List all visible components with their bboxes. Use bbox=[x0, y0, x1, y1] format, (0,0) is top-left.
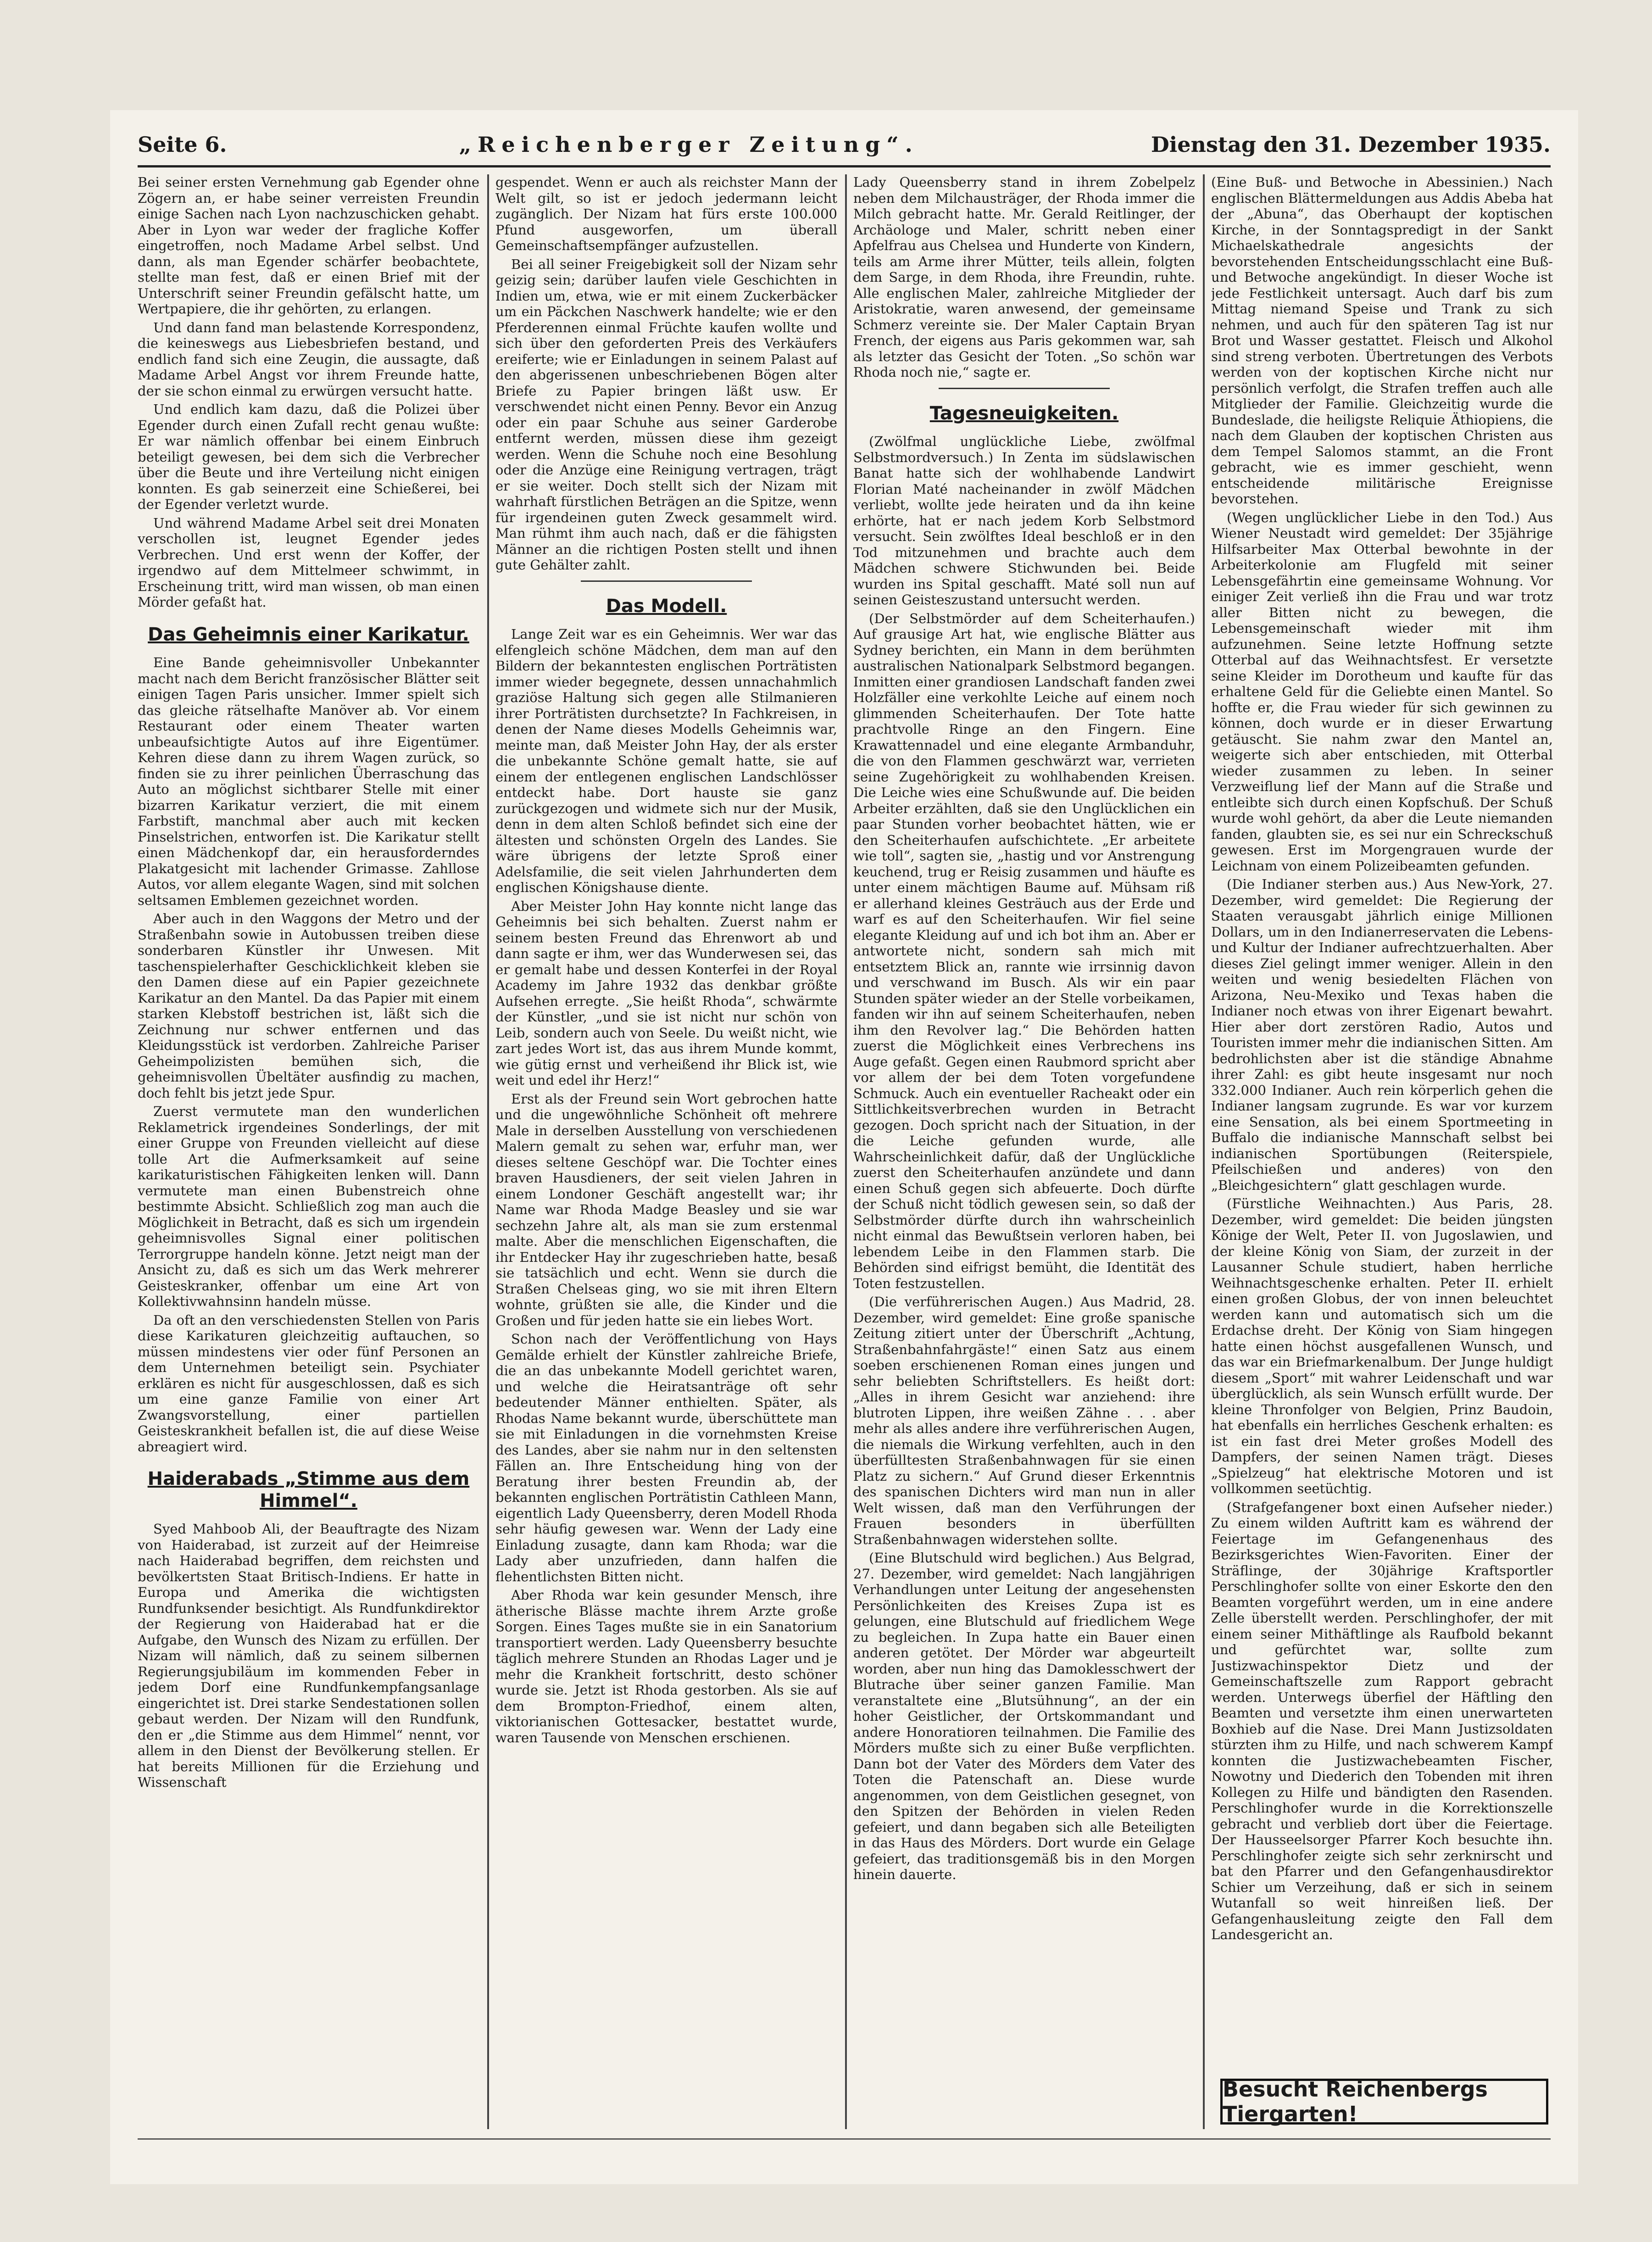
article-paragraph: Bei seiner ersten Vernehmung gab Egender ohne Zögern an, er habe seiner verreisten Freundin einige Sachen nach Lyon nachzuschicken gehabt. Aber in Lyon war weder der fragliche Koffer eingetroffen, noch Madame Arbel selbst. Und dann, als man Egender schärfer beobachtete, stellte man fest, daß er einen Brief mit der Unterschrift seiner Freundin gefälscht hatte, um Wertpapiere, die ihr gehörten, zu erlangen. bbox=[138, 174, 479, 317]
news-item: (Eine Buß- und Betwoche in Abessinien.) Nach englischen Blättermeldungen aus Addis Abeba hat der „Abuna“, das Oberhaupt der koptischen Kirche, in der Sonntagspredigt in der Sankt Michaelskathedrale angesichts der bevorstehenden Entscheidungsschlacht eine Buß- und Betwoche angekündigt. In dieser Woche ist jede Festlichkeit untersagt. Auch darf bis zum Mittag niemand Speise und Trank zu sich nehmen, und auch für den späteren Tag ist nur Brot und Wasser gestattet. Fleisch und Alkohol sind streng verboten. Übertretungen des Verbots werden von der koptischen Kirche nicht nur persönlich verfolgt, die Strafen treffen auch alle Mitglieder der Familie. Gleichzeitig wurde die Bundeslade, die heiligste Reliquie Äthiopiens, die nach dem Glauben der koptischen Christen aus dem Tempel Salomos stammt, an die Front gebracht, wie es immer geschieht, wenn entscheidende militärische Ereignisse bevorstehen. bbox=[1211, 174, 1553, 507]
news-item: (Zwölfmal unglückliche Liebe, zwölfmal Selbstmordversuch.) In Zenta im südslawischen Banat hatte sich der wohlhabende Landwirt Florian Maté nacheinander in zwölf Mädchen verliebt, wollte jede heiraten und da ihn keine erhörte, hat er nach jedem Korb Selbstmord versucht. Sein zwölftes Ideal beschloß er in den Tod mitzunehmen und brachte auch dem Mädchen schwere Stichwunden bei. Beide wurden ins Spital geschafft. Maté soll nun auf seinen Geisteszustand untersucht werden. bbox=[853, 434, 1195, 608]
article-paragraph: gespendet. Wenn er auch als reichster Mann der Welt gilt, so ist er jedoch jedermann leicht zugänglich. Der Nizam hat fürs erste 100.000 Pfund ausgeworfen, um überall Gemeinschaftsempfänger aufzustellen. bbox=[495, 174, 837, 253]
newspaper-page bbox=[110, 110, 1578, 2184]
page-number: Seite 6. bbox=[138, 132, 227, 157]
article-paragraph: Bei all seiner Freigebigkeit soll der Nizam sehr geizig sein; darüber laufen viele Geschichten in Indien um, etwa, wie er mit einem Zuckerbäcker um ein Päckchen Naschwerk handelte; wie er den Pferderennen einmal Früchte kaufen wollte und sich über den geforderten Preis des Verkäufers ereiferte; wie er Einladungen in seinem Palast auf den abgerissenen unbeschriebenen Bögen alter Briefe zu Papier bringen läßt usw. Er verschwendet nicht einen Penny. Bevor ein Anzug oder ein paar Schuhe aus seiner Garderobe entfernt werden, müssen diese ihm gezeigt werden. Wenn die Schuhe noch eine Besohlung oder die Anzüge eine Reinigung vertragen, trägt er sie weiter. Doch stellt sich der Nizam mit wahrhaft fürstlichen Beträgen an die Spitze, wenn für irgendeinen guten Zweck gesammelt wird. Man rühmt ihm auch nach, daß er die fähigsten Männer an die richtigen Posten stellt und ihnen gute Gehälter zahlt. bbox=[495, 256, 837, 573]
column-divider bbox=[487, 174, 489, 2129]
page-header bbox=[138, 124, 1551, 167]
news-item: (Der Selbstmörder auf dem Scheiterhaufen.) Auf grausige Art hat, wie englische Blätter aus Sydney berichten, ein Mann in dem berühmten australischen Nationalpark Selbstmord begangen. Inmitten einer grandiosen Landschaft fanden zwei Holzfäller eine verkohlte Leiche auf einem noch glimmenden Scheiterhaufen. Der Tote hatte prachtvolle Ringe an den Fingern. Eine Krawattennadel und eine elegante Armbanduhr, die von den Flammen geschwärzt war, verrieten seine Zugehörigkeit zu wohlhabenden Kreisen. Die Leiche wies eine Schußwunde auf. Die beiden Arbeiter erzählten, daß sie den Unglücklichen ein paar Stunden vorher beobachtet hätten, wie er den Scheiterhaufen aufschichtete. „Er arbeitete wie toll“, sagten sie, „hastig und vor Anstrengung keuchend, trug er Reisig zusammen und häufte es unter einem mächtigen Baume auf. Mühsam riß er allerhand kleines Gesträuch aus der Erde und warf es auf den Scheiterhaufen. Wir fiel seine elegante Kleidung auf und ich bot ihm an. Aber er antwortete nicht, sondern sah mich mit entsetztem Blick an, rannte wie irrsinnig davon und verschwand im Busch. Als wir ein paar Stunden später wieder an der Stelle vorbeikamen, fanden wir ihn auf seinem Scheiterhaufen, neben ihm den Revolver lag.“ Die Behörden hatten zuerst die Möglichkeit eines Verbrechens ins Auge gefaßt. Gegen einen Raubmord spricht aber vor allem der bei dem Toten vorgefundene Schmuck. Auch ein eventueller Racheakt oder ein Sittlichkeitsverbrechen wurden in Betracht gezogen. Doch spricht nach der Situation, in der die Leiche gefunden wurde, alle Wahrscheinlichkeit dafür, daß der Unglückliche zuerst den Scheiterhaufen anzündete und dann einen Schuß gegen sich abfeuerte. Doch dürfte der Schuß nicht tödlich gewesen sein, so daß der Selbstmörder dürfte durch ihn wahrscheinlich nicht einmal das Bewußtsein verloren haben, bei lebendem Leibe in den Flammen starb. Die Behörden sind eifrigst bemüht, die Identität des Toten festzustellen. bbox=[853, 610, 1195, 1291]
news-item: (Eine Blutschuld wird beglichen.) Aus Belgrad, 27. Dezember, wird gemeldet: Nach langjährigen Verhandlungen unter Leitung der angesehensten Persönlichkeiten des Kreises Zupa ist es gelungen, eine Blutschuld auf friedlichem Wege zu begleichen. In Zupa hatte ein Bauer einen anderen getötet. Der Mörder war abgeurteilt worden, aber nun hing das Damoklesschwert der Blutrache über seiner ganzen Familie. Man veranstaltete eine „Blutsühnung“, an der ein hoher Geistlicher, der Ortskommandant und andere Honoratioren teilnahmen. Die Familie des Mörders mußte sich zu einer Buße verpflichten. Dann bot der Vater des Mörders dem Vater des Toten die Patenschaft an. Diese wurde angenommen, von dem Geistlichen gesegnet, von den Spitzen der Behörden in vielen Reden gefeiert, und dann begaben sich alle Beteiligten in das Haus des Mörders. Dort wurde ein Gelage gefeiert, das traditionsgemäß bis in den Morgen hinein dauerte. bbox=[853, 1550, 1195, 1883]
article-paragraph: Und während Madame Arbel seit drei Monaten verschollen ist, leugnet Egender jedes Verbrechen. Und erst wenn der Koffer, der irgendwo auf dem Mittelmeer schwimmt, in Erscheinung tritt, wird man wissen, ob man einen Mörder gefaßt hat. bbox=[138, 515, 479, 610]
news-item: (Wegen unglücklicher Liebe in den Tod.) Aus Wiener Neustadt wird gemeldet: Der 35jährige Hilfsarbeiter Max Otterbal bewohnte in der Arbeiterkolonie am Flugfeld mit seiner Lebensgefährtin eine gemeinsame Wohnung. Vor einiger Zeit verließ ihn die Frau und war trotz aller Bitten nicht zu bewegen, die Lebensgemeinschaft wieder mit ihm aufzunehmen. Seine letzte Hoffnung setzte Otterbal auf das Weihnachtsfest. Er versetzte seine Kleider im Dorotheum und kaufte für das erhaltene Geld für die Geliebte einen Mantel. So hoffte er, die Frau wieder für sich gewinnen zu können, doch wurde er in dieser Erwartung getäuscht. Sie nahm zwar den Mantel an, weigerte sich aber entschieden, mit Otterbal wieder zusammen zu leben. In seiner Verzweiflung lief der Mann auf die Straße und entleibte sich durch einen Kopfschuß. Der Schuß wurde wohl gehört, da aber die Leute niemanden fanden, glaubten sie, es sei nur ein Schreckschuß gewesen. Erst im Morgengrauen wurde der Leichnam von einem Polizeibeamten gefunden. bbox=[1211, 509, 1553, 874]
article-headline: Das Geheimnis einer Karikatur. bbox=[148, 624, 469, 645]
article-headline: Das Modell. bbox=[606, 595, 727, 617]
article-paragraph: Da oft an den verschiedensten Stellen von Paris diese Karikaturen gleichzeitig auftauchen, so müssen mindestens vier oder fünf Personen an dem Unternehmen beteiligt sein. Psychiater erklären es nicht für ausgeschlossen, daß es sich um eine ganze Familie von einer Art Zwangsvorstellung, einer partiellen Geisteskrankheit befallen ist, die auf diese Weise abreagiert wird. bbox=[138, 1312, 479, 1455]
article-headline: Haiderabads „Stimme aus dem Himmel“. bbox=[147, 1468, 470, 1511]
article-paragraph: Syed Mahboob Ali, der Beauftragte des Nizam von Haiderabad, ist zurzeit auf der Heimreise nach Haiderabad begriffen, dem reichsten und bevölkertsten Staat Britisch-Indiens. Er hatte in Europa und Amerika die wichtigsten Rundfunksender besichtigt. Als Rundfunkdirektor der Regierung von Haiderabad hat er die Aufgabe, den Wunsch des Nizam zu erfüllen. Der Nizam will nämlich, daß zu seinem silbernen Regierungsjubiläum im kommenden Feber in jedem Dorf eine Rundfunkempfangsanlage eingerichtet ist. Drei starke Sendestationen sollen gebaut werden. Der Nizam will den Rundfunk, den er „die Stimme aus dem Himmel“ nennt, vor allem in den Dienst der Bevölkerung stellen. Er hat bereits Millionen für die Erziehung und Wissenschaft bbox=[138, 1521, 479, 1790]
news-item: (Die Indianer sterben aus.) Aus New-York, 27. Dezember, wird gemeldet: Die Regierung der Staaten verausgabt jährlich einige Millionen Dollars, um in den Indianerreservaten die Lebens- und Kultur der Indianer aufrechtzuerhalten. Aber dieses Ziel gelingt immer weniger. Allein in den weiten und wenig besiedelten Flächen von Arizona, Neu-Mexiko und Texas haben die Indianer noch etwas von ihrer Eigenart bewahrt. Hier aber dort zerstören Radio, Autos und Touristen immer mehr die indianischen Sitten. Am bedrohlichsten aber ist die ständige Abnahme ihrer Zahl: es gibt heute insgesamt nur noch 332.000 Indianer. Auch rein körperlich gehen die Indianer langsam zugrunde. Es war vor kurzem eine Sensation, als bei einem Sportmeeting in Buffalo die indianische Mannschaft selbst bei indianischen Sportübungen (Reiterspiele, Pfeilschießen und anderes) von den „Bleichgesichtern“ glatt geschlagen wurde. bbox=[1211, 876, 1553, 1193]
column-2 bbox=[495, 174, 837, 2129]
footer-rule bbox=[138, 2138, 1551, 2140]
article-paragraph: Lange Zeit war es ein Geheimnis. Wer war das elfengleich schöne Mädchen, dem man auf den Bildern der bekanntesten englischen Porträtisten immer wieder begegnete, dessen unnachahmlich graziöse Haltung sich gegen alle Stilmanieren ihrer Porträtisten durchsetzte? In Fachkreisen, in denen der Name dieses Modells Geheimnis war, meinte man, daß Meister John Hay, der als erster die unbekannte Schöne gemalt hatte, sie auf einem der entlegenen englischen Landschlösser entdeckt habe. Dort hauste sie ganz zurückgezogen und widmete sich nur der Musik, denn in dem alten Schloß befindet sich eine der ältesten und schönsten Orgeln des Landes. Sie wäre übrigens der letzte Sproß einer Adelsfamilie, die seit vielen Jahrhunderten dem englischen Königshause diente. bbox=[495, 626, 837, 896]
column-divider bbox=[1203, 174, 1205, 2129]
news-item: (Strafgefangener boxt einen Aufseher nieder.) Zu einem wilden Auftritt kam es während der Feiertage im Gefangenenhaus des Bezirksgerichtes Wien-Favoriten. Einer der Sträflinge, der 30jährige Kraftsportler Perschlinghofer sollte von einer Eskorte den den Beamten vorgeführt werden, um in eine andere Zelle überstellt werden. Perschlinghofer, der mit einem seiner Mithäftlinge als Raufbold bekannt und gefürchtet war, sollte zum Justizwachinspektor Dietz und der Gemeinschaftszelle zum Rapport gebracht werden. Unterwegs überfiel der Häftling den Beamten und versetzte ihm einen unerwarteten Boxhieb auf die Nase. Drei Mann Justizsoldaten stürzten ihm zu Hilfe, und nach schwerem Kampf konnten die Justizwachebeamten Fischer, Nowotny und Diederich den Tobenden mit ihren Kollegen zu Hilfe und bändigten den Rasenden. Perschlinghofer wurde in die Korrektionszelle gebracht und verblieb dort über die Feiertage. Der Hausseelsorger Pfarrer Koch besuchte ihn. Perschlinghofer zeigte sich sehr zerknirscht und bat den Pfarrer und den Gefangenhausdirektor Schier um Verzeihung, daß er sich in seinem Wutanfall so weit hinreißen ließ. Der Gefangenhausleitung zeigte den Fall dem Landesgericht an. bbox=[1211, 1499, 1553, 1942]
news-item: (Die verführerischen Augen.) Aus Madrid, 28. Dezember, wird gemeldet: Eine große spanische Zeitung zitiert unter der Überschrift „Achtung, Straßenbahnfahrgäste!“ einen Satz aus einem soeben erschienenen Roman eines jungen und sehr beliebten Schriftstellers. Es heißt dort: „Alles in ihrem Gesicht war anziehend: ihre blutroten Lippen, ihre weißen Zähne . . . aber mehr als alles andere ihre verführerischen Augen, die niemals die Wirkung verfehlten, auch in den überfülltesten Straßenbahnwagen für sie einen Platz zu sichern.“ Auf Grund dieser Erkenntnis des spanischen Dichters wird man nun in aller Welt wissen, daß man den Verführungen der Frauen besonders in überfüllten Straßenbahnwagen widerstehen sollte. bbox=[853, 1294, 1195, 1547]
article-paragraph: Eine Bande geheimnisvoller Unbekannter macht nach dem Bericht französischer Blätter seit einigen Tagen Paris unsicher. Immer spielt sich das gleiche rätselhafte Manöver ab. Vor einem Restaurant oder einem Theater warten unbeaufsichtigte Autos auf ihre Eigentümer. Kehren diese dann zu ihrem Wagen zurück, so finden sie zu ihrer peinlichen Überraschung das Auto an möglichst sichtbarer Stelle mit einer bizarren Karikatur verziert, die mit einem Farbstift, manchmal aber auch mit kecken Pinselstrichen, entworfen ist. Die Karikatur stellt einen Mädchenkopf dar, ein herausforderndes Plakatgesicht mit lachender Grimasse. Zahllose Autos, vor allem elegante Wagen, sind mit solchen seltsamen Emblemen gezeichnet worden. bbox=[138, 655, 479, 908]
advertisement-box: Besucht Reichenbergs Tiergarten! bbox=[1220, 2079, 1548, 2125]
section-separator bbox=[581, 580, 752, 582]
section-separator bbox=[939, 388, 1110, 389]
news-item: (Fürstliche Weihnachten.) Aus Paris, 28. Dezember, wird gemeldet: Die beiden jüngsten Könige der Welt, Peter II. von Jugoslawien, und der kleine König von Siam, der zurzeit in der Lausanner Schule studiert, haben herrliche Weihnachtsgeschenke erhalten. Peter II. erhielt einen großen Globus, der von innen beleuchtet werden kann und automatisch sich um die Erdachse dreht. Der König von Siam hingegen hatte einen höchst ausgefallenen Wunsch, und das war ein Briefmarkenalbum. Der Junge huldigt diesem „Sport“ mit wahrer Leidenschaft und war überglücklich, als sein Wunsch erfüllt wurde. Der kleine Thronfolger von Belgien, Prinz Baudoin, hat ebenfalls ein herrliches Geschenk erhalten: es ist ein fast drei Meter großes Modell des Dampfers, der seinen Namen trägt. Dieses „Spielzeug“ hat elektrische Motoren und ist vollkommen seetüchtig. bbox=[1211, 1196, 1553, 1496]
column-1 bbox=[138, 174, 479, 2129]
column-3 bbox=[853, 174, 1195, 2129]
column-divider bbox=[845, 174, 847, 2129]
article-paragraph: Und dann fand man belastende Korrespondenz, die keineswegs aus Liebesbriefen bestand, und endlich fand sich eine Zeugin, die aussagte, daß Madame Arbel Angst vor ihrem Freunde hatte, der sie schon einmal zu erwürgen versucht hatte. bbox=[138, 319, 479, 399]
article-paragraph: Und endlich kam dazu, daß die Polizei über Egender durch einen Zufall recht genau wußte: Er war nämlich offenbar bei einem Einbruch beteiligt gewesen, bei dem sich die Verbrecher über die Beute und ihre Verteilung nicht einigen konnten. Es gab seinerzeit eine Schießerei, bei der Egender verletzt wurde. bbox=[138, 402, 479, 512]
article-paragraph: Erst als der Freund sein Wort gebrochen hatte und die ungewöhnliche Schönheit oft mehrere Male in derselben Ausstellung von verschiedenen Malern gemalt zu sehen war, erfuhr man, wer dieses seltene Geschöpf war. Die Tochter eines braven Hausdieners, der seit vielen Jahren in einem Londoner Geschäft angestellt war; ihr Name war Rhoda Madge Beasley und sie war sechzehn Jahre alt, als man sie zum erstenmal malte. Aber die menschlichen Eigenschaften, die ihr Entdecker Hay ihr zugeschrieben hatte, besaß sie tatsächlich und echt. Wenn sie durch die Straßen Chelseas ging, wo sie mit ihren Eltern wohnte, grüßten sie alle, die Kinder und die Großen und für jeden hatte sie ein liebes Wort. bbox=[495, 1091, 837, 1328]
article-paragraph: Schon nach der Veröffentlichung von Hays Gemälde erhielt der Künstler zahlreiche Briefe, die an das unbekannte Modell gerichtet waren, und welche die Heiratsanträge oft sehr bedeutender Männer enthielten. Später, als Rhodas Name bekannt wurde, überschüttete man sie mit Einladungen in die vornehmsten Kreise des Landes, aber sie nahm nur in den seltensten Fällen an. Ihre Entscheidung hing von der Beratung ihrer besten Freundin ab, der bekannten englischen Porträtistin Cathleen Mann, eigentlich Lady Queensberry, deren Modell Rhoda sehr häufig gewesen war. Wenn der Lady eine Einladung zusagte, dann kam Rhoda; war die Lady aber unzufrieden, dann halfen die flehentlichsten Bitten nicht. bbox=[495, 1331, 837, 1584]
article-paragraph: Aber Meister John Hay konnte nicht lange das Geheimnis bei sich behalten. Zuerst nahm er seinem besten Freund das Ehrenwort ab und dann sagte er ihm, wer das Wunderwesen sei, das er gemalt habe und dessen Konterfei in der Royal Academy im Jahre 1932 das denkbar größte Aufsehen erregte. „Sie heißt Rhoda“, schwärmte der Künstler, „und sie ist nicht nur schön von Leib, sondern auch von Seele. Du weißt nicht, wie zart jedes Wort ist, das aus ihrem Munde kommt, wie gütig ernst und verheißend ihr Blick ist, wie weit und edel ihr Herz!“ bbox=[495, 898, 837, 1088]
issue-date: Dienstag den 31. Dezember 1935. bbox=[1151, 132, 1551, 157]
article-paragraph: Aber auch in den Waggons der Metro und der Straßenbahn sowie in Autobussen treiben diese sonderbaren Künstler ihr Unwesen. Mit taschenspielerhafter Geschicklichkeit kleben sie den Damen diese auf ein Papier gezeichnete Karikatur an den Mantel. Da das Papier mit einem starken Klebstoff bestrichen ist, läßt sich die Zeichnung nur schwer entfernen und das Kleidungsstück ist verdorben. Zahlreiche Pariser Geheimpolizisten bemühen sich, die geheimnisvollen Übeltäter ausfindig zu machen, doch fehlt bis jetzt jede Spur. bbox=[138, 911, 479, 1101]
article-paragraph: Aber Rhoda war kein gesunder Mensch, ihre ätherische Blässe machte ihrem Arzte große Sorgen. Eines Tages mußte sie in ein Sanatorium transportiert werden. Lady Queensberry besuchte täglich mehrere Stunden an Rhodas Lager und je mehr die Krankheit fortschritt, desto schöner wurde sie. Jetzt ist Rhoda gestorben. Als sie auf dem Brompton-Friedhof, einem alten, viktorianischen Gottesacker, bestattet wurde, waren Tausende von Menschen erschienen. bbox=[495, 1587, 837, 1746]
section-headline: Tagesneuigkeiten. bbox=[929, 402, 1119, 424]
newspaper-title: „Reichenberger Zeitung“. bbox=[459, 132, 919, 157]
column-4 bbox=[1211, 174, 1553, 2129]
article-paragraph: Lady Queensberry stand in ihrem Zobelpelz neben dem Milchausträger, der Rhoda immer die Milch gebracht hatte. Mr. Gerald Reitlinger, der Archäologe und Maler, schritt neben einer Apfelfrau aus Chelsea und Hunderte von Kindern, teils am Arme ihrer Mütter, teils allein, folgten dem Sarge, in dem Rhoda, ihre Freundin, ruhte. Alle englischen Maler, zahlreiche Mitglieder der Aristokratie, waren anwesend, der gemeinsame Schmerz vereinte sie. Der Maler Captain Bryan French, der eigens aus Paris gekommen war, sah als letzter das Gesicht der Toten. „So schön war Rhoda noch nie,“ sagte er. bbox=[853, 174, 1195, 380]
article-paragraph: Zuerst vermutete man den wunderlichen Reklametrick irgendeines Sonderlings, der mit einer Gruppe von Freunden vielleicht auf diese tolle Art die Aufmerksamkeit auf seine karikaturistischen Fähigkeiten lenken will. Dann vermutete man einen Bubenstreich ohne bestimmte Absicht. Schließlich zog man auch die Möglichkeit in Betracht, daß es sich um irgendein geheimnisvolles Signal einer politischen Terrorgruppe handeln könne. Jetzt neigt man der Ansicht zu, daß es sich um das Werk mehrerer Geisteskranker, offenbar um eine Art von Kollektivwahnsinn handeln müsse. bbox=[138, 1104, 479, 1310]
